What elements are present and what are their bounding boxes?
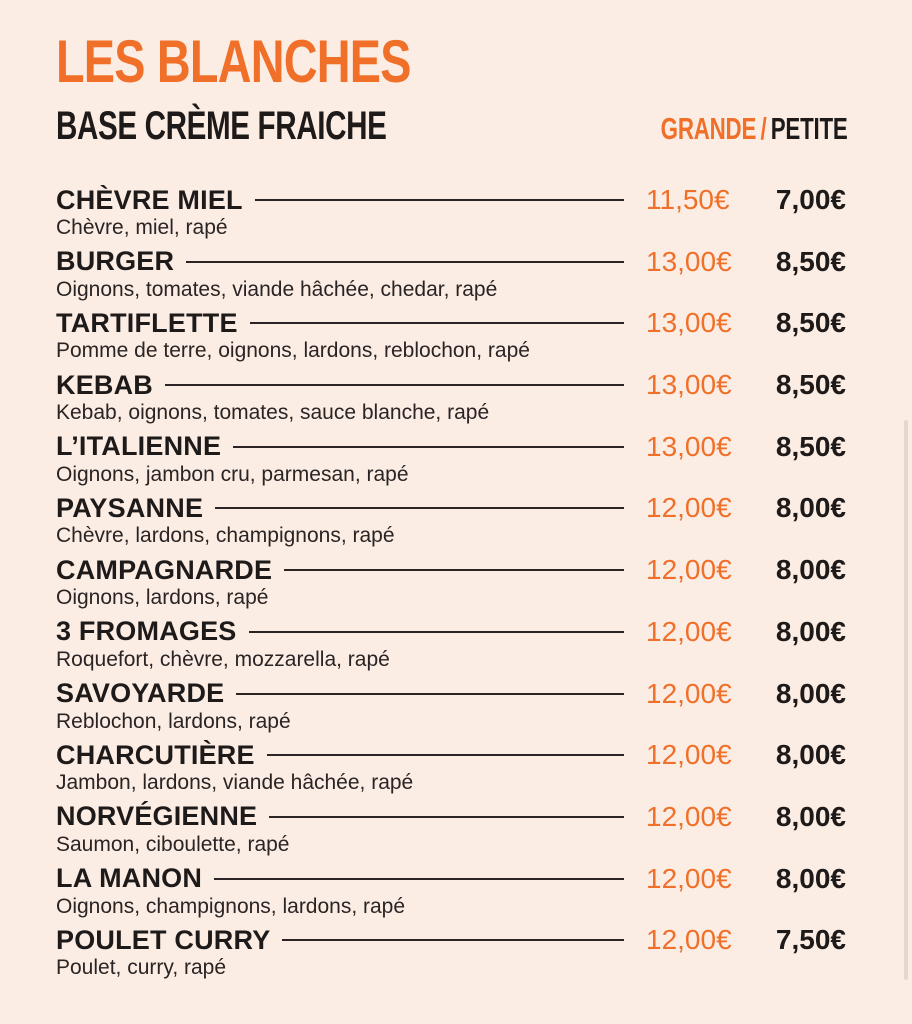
price-large: 11,50€ — [646, 184, 730, 215]
price-large: 12,00€ — [646, 862, 732, 894]
menu-item-name: BURGER — [56, 246, 175, 277]
dotted-leader — [233, 446, 624, 448]
price-large: 12,00€ — [646, 739, 732, 771]
price-large: 13,00€ — [646, 307, 732, 339]
price-small: 7,50€ — [775, 924, 846, 956]
price-small: 8,00€ — [775, 492, 846, 524]
price-large: 13,00€ — [646, 245, 732, 277]
menu-title: LES BLANCHES — [56, 28, 411, 95]
menu-item-row — [56, 303, 856, 343]
price-large: 12,00€ — [646, 677, 732, 709]
menu-item — [56, 920, 856, 982]
menu-subtitle: BASE CRÈME FRAICHE — [56, 104, 387, 148]
menu-item — [56, 550, 856, 612]
menu-item-name: PAYSANNE — [56, 492, 204, 523]
price-small: 8,00€ — [775, 615, 846, 647]
menu-item-description: Oignons, jambon cru, parmesan, rapé — [56, 462, 409, 486]
menu-item-name: L’ITALIENNE — [56, 431, 222, 462]
menu-item-row — [56, 180, 856, 220]
menu-item — [56, 427, 856, 489]
price-small: 8,50€ — [775, 245, 846, 277]
dotted-leader — [215, 507, 624, 509]
menu-item-name: CAMPAGNARDE — [56, 554, 273, 585]
menu-item — [56, 488, 856, 550]
menu-item — [56, 303, 856, 365]
dotted-leader — [236, 693, 624, 695]
size-large-label: GRANDE — [661, 111, 757, 146]
size-separator: / — [760, 111, 767, 146]
dotted-leader — [165, 384, 624, 386]
menu-item — [56, 797, 856, 859]
dotted-leader — [249, 631, 624, 633]
dotted-leader — [186, 261, 624, 263]
menu-item-description: Jambon, lardons, viande hâchée, rapé — [56, 771, 414, 795]
menu-item-description: Chèvre, miel, rapé — [56, 216, 228, 239]
price-large: 12,00€ — [646, 924, 732, 956]
dotted-leader — [267, 754, 624, 756]
menu-item-description: Oignons, tomates, viande hâchée, chedar, rapé — [56, 277, 498, 301]
menu-item-name: LA MANON — [56, 863, 203, 894]
price-large: 12,00€ — [646, 554, 732, 586]
size-small-label: PETITE — [771, 111, 848, 146]
price-small: 8,00€ — [775, 554, 846, 586]
menu-item-row — [56, 488, 856, 528]
menu-item-row — [56, 550, 856, 590]
menu-item-row — [56, 612, 856, 652]
menu-item-row — [56, 242, 856, 282]
dotted-leader — [282, 939, 624, 941]
dotted-leader — [284, 569, 624, 571]
price-large: 13,00€ — [646, 369, 732, 401]
menu-item-row — [56, 674, 856, 714]
menu-item-name: TARTIFLETTE — [56, 307, 238, 338]
menu-item-row — [56, 797, 856, 837]
menu-item-description: Roquefort, chèvre, mozzarella, rapé — [56, 647, 390, 671]
menu-item-name: POULET CURRY — [56, 924, 271, 955]
price-large: 12,00€ — [646, 615, 732, 647]
menu-item — [56, 242, 856, 304]
price-large: 13,00€ — [646, 430, 732, 462]
menu-item-name: 3 FROMAGES — [56, 616, 237, 647]
menu-item-name: CHÈVRE MIEL — [56, 184, 243, 215]
size-header — [661, 109, 848, 149]
menu-item-description: Oignons, lardons, rapé — [56, 586, 269, 610]
price-small: 8,00€ — [775, 739, 846, 771]
price-small: 8,50€ — [775, 369, 846, 401]
price-small: 8,50€ — [775, 307, 846, 339]
menu-item — [56, 365, 856, 427]
menu-item-description: Chèvre, lardons, champignons, rapé — [56, 524, 395, 548]
menu-item — [56, 674, 856, 736]
menu-item-description: Pomme de terre, oignons, lardons, reblochon, rapé — [56, 339, 530, 363]
menu-item-row — [56, 735, 856, 775]
dotted-leader — [214, 878, 624, 880]
price-small: 8,00€ — [775, 862, 846, 894]
menu-item-name: KEBAB — [56, 369, 154, 400]
price-large: 12,00€ — [646, 800, 732, 832]
menu-item-row — [56, 920, 856, 960]
menu-list — [56, 180, 856, 982]
price-small: 8,00€ — [775, 677, 846, 709]
menu-item-name: CHARCUTIÈRE — [56, 739, 255, 770]
scrollbar[interactable] — [904, 420, 908, 980]
menu-item-description: Saumon, ciboulette, rapé — [56, 832, 290, 856]
menu-item-description: Oignons, champignons, lardons, rapé — [56, 894, 406, 918]
price-large: 12,00€ — [646, 492, 732, 524]
menu-item-description: Kebab, oignons, tomates, sauce blanche, rapé — [56, 401, 490, 425]
dotted-leader — [269, 816, 624, 818]
menu-item — [56, 180, 856, 242]
menu-item-description: Poulet, curry, rapé — [56, 956, 227, 980]
menu-item-row — [56, 427, 856, 467]
menu-item-description: Reblochon, lardons, rapé — [56, 709, 291, 733]
menu-item — [56, 612, 856, 674]
menu-item-name: NORVÉGIENNE — [56, 801, 258, 832]
menu-item-name: SAVOYARDE — [56, 678, 225, 708]
price-small: 8,00€ — [775, 800, 846, 832]
menu-item — [56, 735, 856, 797]
menu-item — [56, 859, 856, 921]
menu-item-row — [56, 365, 856, 405]
menu-item-row — [56, 859, 856, 899]
price-small: 7,00€ — [775, 184, 846, 215]
dotted-leader — [255, 199, 624, 201]
price-small: 8,50€ — [775, 430, 846, 462]
dotted-leader — [250, 322, 624, 324]
